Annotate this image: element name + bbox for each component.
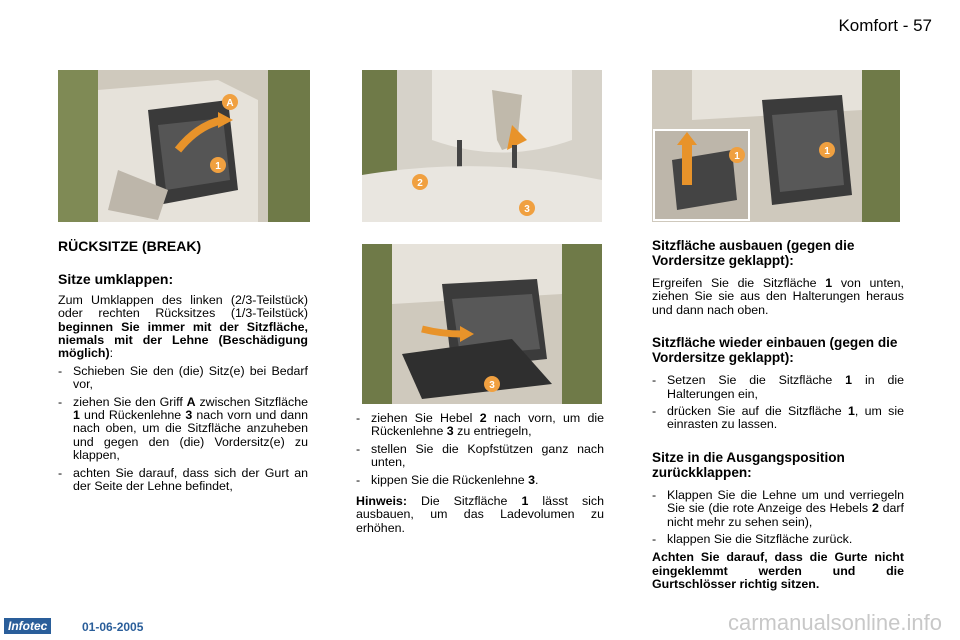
right-column xyxy=(652,238,904,592)
list-item-text: in die Halterungen ein, xyxy=(667,373,904,401)
intro-bold: beginnen Sie immer mit der Sitzfläche, niemals mit der Lehne (Beschädigung möglich) xyxy=(58,319,308,361)
list-item: - stellen Sie die Kopfstützen ganz nach unten, xyxy=(356,441,604,470)
list-item: - klappen Sie die Sitzfläche zurück. xyxy=(652,532,853,547)
list-item-text: stellen Sie die Kopfstützen ganz nach unten, xyxy=(371,441,604,470)
list-item: - Schieben Sie den (die) Sitz(e) bei Bedarf vor, xyxy=(58,363,308,392)
note-paragraph xyxy=(356,495,604,535)
list-item: - kippen Sie die Rückenlehne 3. xyxy=(356,472,539,487)
list-item-text: Klappen Sie die Lehne um und verriegeln Sie sie (die rote Anzeige des Hebels xyxy=(667,487,904,516)
note-text: Die Sitzfläche xyxy=(421,494,508,509)
section-title: RÜCKSITZE (BREAK) xyxy=(58,238,202,254)
ref-2: 2 xyxy=(479,411,487,425)
label-3: 3 xyxy=(524,204,530,215)
heading-install: Sitzfläche wieder einbauen (gegen die Vordersitze geklappt): xyxy=(652,335,898,366)
list-item-text: Setzen Sie die Sitzfläche xyxy=(667,373,833,388)
heading-back: Sitze in die Ausgangsposition zurückklappen: xyxy=(652,449,845,480)
list-item-text: ziehen Sie Hebel xyxy=(371,411,473,425)
ref-1: 1 xyxy=(521,494,529,509)
list-item-text: darf nicht mehr zu sehen sein), xyxy=(667,501,904,529)
list-item-text: ziehen Sie den Griff xyxy=(73,394,183,409)
heading-remove: Sitzfläche ausbauen (gegen die Vordersitze geklappt): xyxy=(652,238,855,268)
intro-end: : xyxy=(109,346,114,361)
label-3b: 3 xyxy=(489,380,495,391)
note-label: Hinweis: xyxy=(356,494,407,509)
middle-column xyxy=(356,412,604,535)
intro-plain: Zum Umklappen des linken (2/3-Teilstück) oder rechten Rücksitzes (1/3-Teilstück) xyxy=(58,292,308,321)
ref-3: 3 xyxy=(185,408,193,423)
list-item-text: und Rückenlehne xyxy=(84,408,182,423)
photo-headrest-lever xyxy=(362,70,602,222)
remove-text: Ergreifen Sie die Sitzfläche xyxy=(652,276,817,290)
remove-paragraph xyxy=(652,277,904,317)
list-item-text: kippen Sie die Rückenlehne xyxy=(371,472,525,487)
label-1: 1 xyxy=(215,161,221,172)
list-item-text: . xyxy=(534,472,539,487)
ref-2: 2 xyxy=(871,501,879,516)
list-item: - ziehen Sie Hebel 2 nach vorn, um die Rückenlehne 3 zu entriegeln, xyxy=(356,411,604,439)
page-header: Komfort - 57 xyxy=(838,16,932,35)
intro-paragraph xyxy=(58,294,308,361)
ref-1: 1 xyxy=(825,276,833,290)
list-item: - achten Sie darauf, dass sich der Gurt an der Seite der Lehne befindet, xyxy=(58,465,308,494)
note-text: lässt sich ausbauen, um das Ladevolumen zu erhöhen. xyxy=(356,494,604,535)
ref-3: 3 xyxy=(528,472,535,487)
list-item-text: drücken Sie auf die Sitzfläche xyxy=(667,404,842,419)
footer-date: 01-06-2005 xyxy=(82,620,144,634)
list-item-text: zu entriegeln, xyxy=(457,424,532,439)
list-item: - drücken Sie auf die Sitzfläche 1, um sie einrasten zu lassen. xyxy=(652,404,904,432)
photo-seat-removal xyxy=(652,70,900,222)
ref-3: 3 xyxy=(446,424,454,439)
remove-text: von unten, ziehen Sie sie aus den Halterungen heraus und dann nach oben. xyxy=(652,276,904,317)
label-1a: 1 xyxy=(734,151,740,162)
list-item-text: achten Sie darauf, dass sich der Gurt an der Seite der Lehne befindet, xyxy=(73,465,308,494)
photo-seat-cushion-fold xyxy=(58,70,310,222)
ref-a: A xyxy=(186,394,196,409)
list-item-text: nach vorn, um die Rückenlehne xyxy=(371,411,604,439)
left-column xyxy=(58,240,308,494)
list-item-text: klappen Sie die Sitzfläche zurück. xyxy=(667,532,853,547)
section-subtitle: Sitze umklappen: xyxy=(58,271,174,288)
label-1b: 1 xyxy=(824,146,830,157)
list-item: - Setzen Sie die Sitzfläche 1 in die Halterungen ein, xyxy=(652,373,904,401)
list-item: - ziehen Sie den Griff A zwischen Sitzfläche 1 und Rückenlehne 3 nach vorn und dann nach oben, um die Sitzfläche anzuheben und gegen den (die) Vordersitz(e) zu klappen, xyxy=(58,394,308,463)
list-item-text: zwischen Sitzfläche xyxy=(199,394,308,409)
ref-1: 1 xyxy=(73,408,80,423)
ref-1: 1 xyxy=(845,373,853,388)
list-item-text: nach vorn und dann nach oben, um die Sitzfläche anzuheben und gegen den (die) Vordersitz(e) zu klappen, xyxy=(73,408,308,463)
photo-backrest-tip xyxy=(362,244,602,404)
ref-1: 1 xyxy=(847,404,855,419)
label-a: A xyxy=(226,98,234,109)
list-item: - Klappen Sie die Lehne um und verriegeln Sie sie (die rote Anzeige des Hebels 2 darf nicht mehr zu sehen sein), xyxy=(652,487,904,529)
list-item-text: Schieben Sie den (die) Sitz(e) bei Bedarf vor, xyxy=(73,363,308,392)
warning-paragraph: Achten Sie darauf, dass die Gurte nicht eingeklemmt werden und die Gurtschlösser richtig sitzen. xyxy=(652,550,904,592)
label-2: 2 xyxy=(417,178,423,189)
watermark: carmanualsonline.info xyxy=(727,610,942,635)
infotec-logo: Infotec xyxy=(4,618,51,634)
list-item-text: , um sie einrasten zu lassen. xyxy=(667,404,904,432)
